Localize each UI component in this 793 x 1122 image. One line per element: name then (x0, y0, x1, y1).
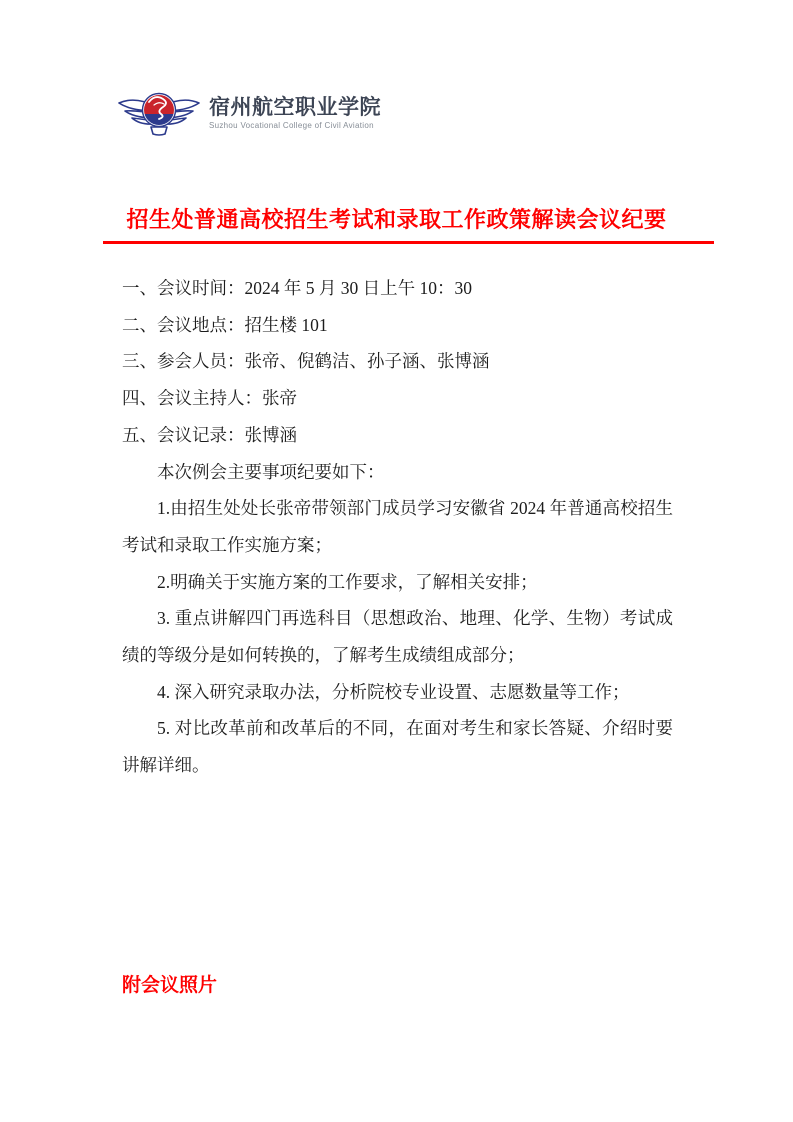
agenda-item-3: 3. 重点讲解四门再选科目（思想政治、地理、化学、生物）考试成绩的等级分是如何转换的，了解考生成绩组成部分； (122, 608, 673, 666)
title-underline (103, 241, 714, 244)
meeting-time-line: 一、会议时间：2024 年 5 月 30 日上午 10：30 (122, 278, 472, 298)
agenda-item-1: 1.由招生处处长张帝带领部门成员学习安徽省 2024 年普通高校招生考试和录取工作实施方案； (122, 498, 673, 555)
school-name-block (209, 96, 381, 130)
aviation-wings-emblem-icon (115, 84, 203, 142)
meeting-location-line: 二、会议地点：招生楼 101 (122, 314, 328, 335)
attachment-note: 附会议照片 (122, 975, 218, 996)
school-name-english: Suzhou Vocational College of Civil Aviation (209, 121, 374, 131)
document-body (122, 270, 673, 784)
intro-line: 本次例会主要事项纪要如下： (157, 461, 385, 482)
agenda-item-4: 4. 深入研究录取办法，分析院校专业设置、志愿数量等工作； (157, 681, 630, 702)
school-name-chinese: 宿州航空职业学院 (209, 95, 381, 119)
agenda-item-2: 2.明确关于实施方案的工作要求，了解相关安排； (157, 571, 538, 592)
meeting-host-line: 四、会议主持人：张帝 (122, 388, 297, 409)
meeting-recorder-line: 五、会议记录：张博涵 (122, 424, 297, 445)
school-logo (115, 84, 381, 142)
agenda-item-5: 5. 对比改革前和改革后的不同，在面对考生和家长答疑、介绍时要讲解详细。 (122, 718, 673, 776)
page-title: 招生处普通高校招生考试和录取工作政策解读会议纪要 (126, 207, 667, 232)
meeting-attendees-line: 三、参会人员：张帝、倪鹤洁、孙子涵、张博涵 (122, 351, 490, 372)
